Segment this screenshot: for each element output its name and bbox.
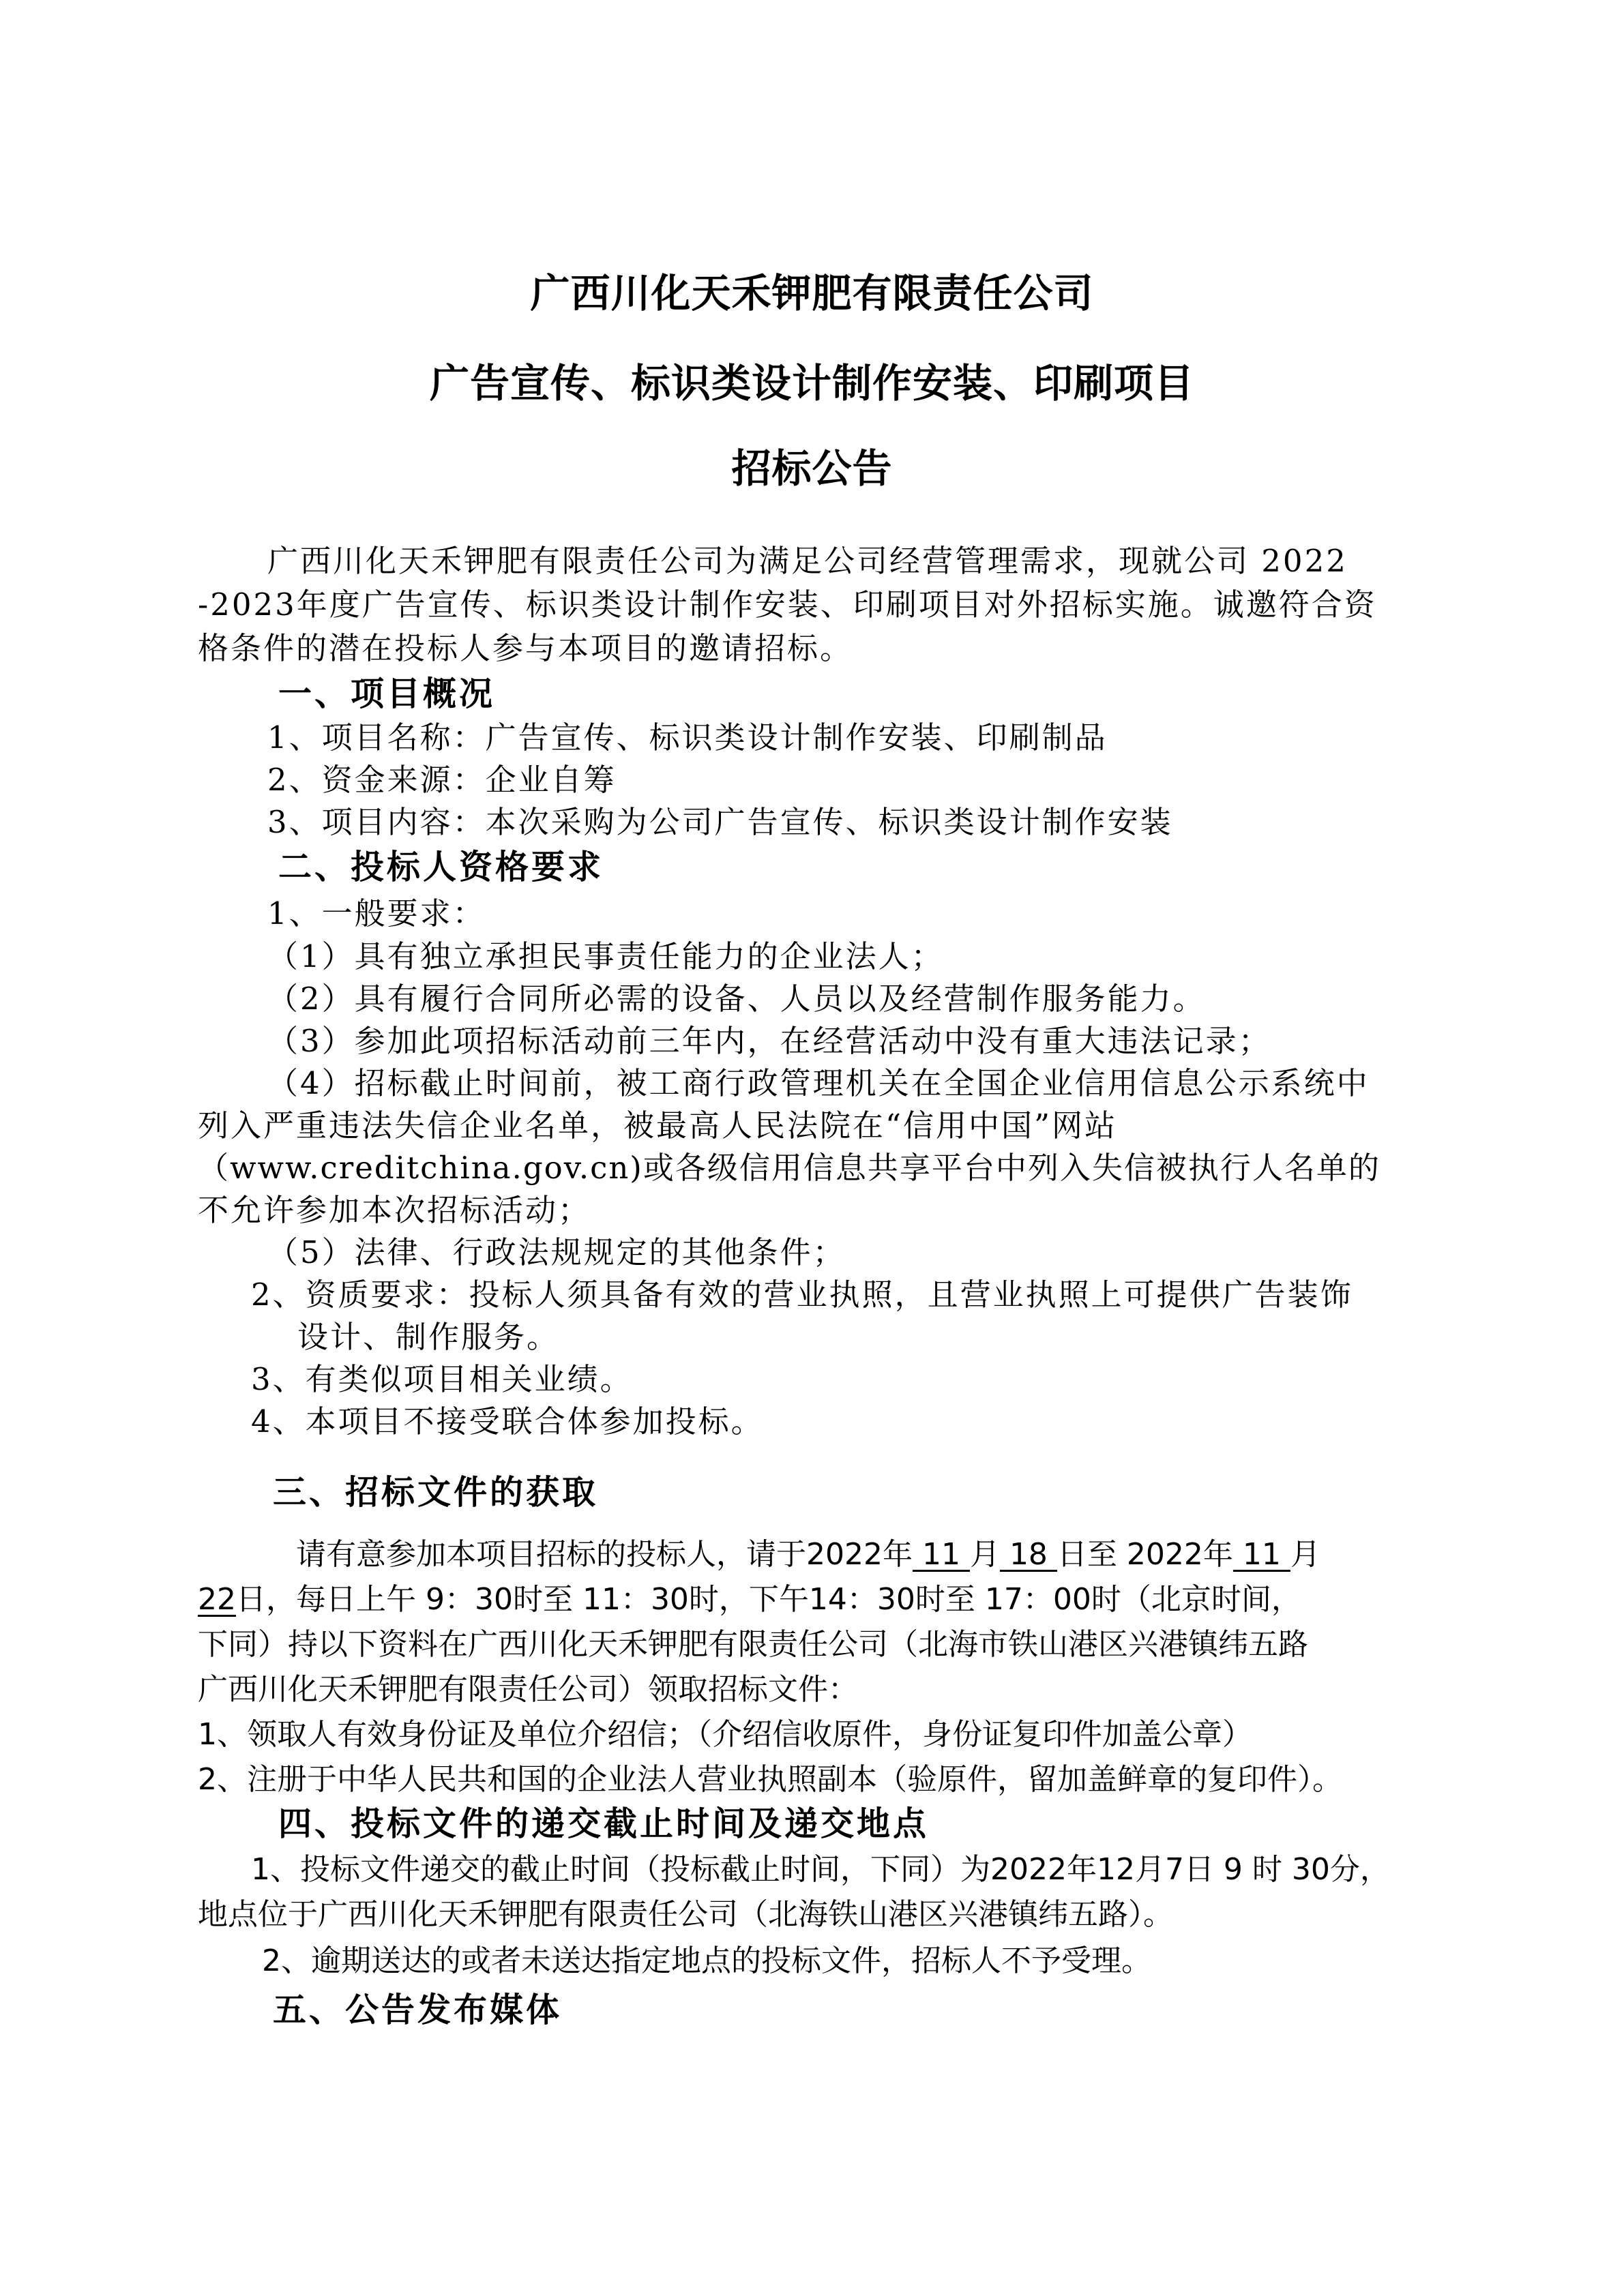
section-1-item-1: 1、项目名称：广告宣传、标识类设计制作安装、印刷制品 [267, 719, 1108, 756]
submission-line-2: 地点位于广西川化天禾钾肥有限责任公司（北海铁山港区兴港镇纬五路）。 [198, 1897, 1173, 1932]
requirement-1: （1）具有独立承担民事责任能力的企业法人； [267, 938, 944, 974]
requirement-2: （2）具有履行合同所必需的设备、人员以及经营制作服务能力。 [267, 981, 1206, 1017]
submission-line-1: 1、投标文件递交的截止时间（投标截止时间，下同）为2022年12月7日 9 时 30分， [251, 1852, 1390, 1887]
project-title: 广告宣传、标识类设计制作安装、印刷项目 [429, 360, 1194, 406]
doc-type-title: 招标公告 [731, 445, 893, 492]
requirement-5: （5）法律、行政法规规定的其他条件； [267, 1234, 846, 1270]
acquisition-line-2 [198, 1579, 1301, 1620]
requirement-4-line-4: 不允许参加本次招标活动； [198, 1192, 591, 1228]
month-label: 月 [969, 1537, 1000, 1572]
acquisition-line-3: 下同）持以下资料在广西川化天禾钾肥有限责任公司（北海市铁山港区兴港镇纬五路 [198, 1627, 1308, 1662]
intro-line-3: 格条件的潜在投标人参与本项目的邀请招标。 [198, 630, 853, 666]
intro-line-2: -2023年度广告宣传、标识类设计制作安装、印刷项目对外招标实施。诚邀符合资 [198, 586, 1377, 623]
qualification-line-1: 2、资质要求：投标人须具备有效的营业执照，且营业执照上可提供广告装饰 [251, 1277, 1353, 1313]
acquisition-line-6: 2、注册于中华人民共和国的企业法人营业执照副本（验原件，留加盖鲜章的复印件）。 [198, 1762, 1342, 1797]
start-month: 11 [912, 1537, 970, 1572]
section-3-heading: 三、招标文件的获取 [273, 1473, 599, 1512]
end-day: 22 [198, 1582, 236, 1617]
general-requirements: 1、一般要求： [267, 895, 486, 931]
qualification-line-2: 设计、制作服务。 [297, 1319, 560, 1355]
requirement-4-line-3: （www.creditchina.gov.cn)或各级信用信息共享平台中列入失信被执行人名单的 [198, 1150, 1381, 1186]
month-label-2: 月 [1290, 1537, 1320, 1572]
section-1-item-2: 2、资金来源：企业自筹 [267, 762, 617, 798]
acquisition-line-2-text: 日，每日上午 9：30时至 11：30时，下午14：30时至 17：00时（北京时间， [236, 1582, 1301, 1617]
section-4-heading: 四、投标文件的递交截止时间及递交地点 [278, 1804, 930, 1843]
acquisition-line-4: 广西川化天禾钾肥有限责任公司）领取招标文件： [198, 1672, 858, 1707]
section-2-item-4: 4、本项目不接受联合体参加投标。 [251, 1403, 764, 1440]
section-1-item-3: 3、项目内容：本次采购为公司广告宣传、标识类设计制作安装 [267, 804, 1173, 840]
intro-line-1: 广西川化天禾钾肥有限责任公司为满足公司经营管理需求，现就公司 2022 [267, 543, 1348, 579]
acquisition-line-1-text-a: 请有意参加本项目招标的投标人，请于2022年 [296, 1537, 913, 1572]
acquisition-line-1-text-c: 日至 2022年 [1057, 1537, 1233, 1572]
section-5-heading: 五、公告发布媒体 [273, 1991, 563, 2029]
acquisition-line-5: 1、领取人有效身份证及单位介绍信；（介绍信收原件，身份证复印件加盖公章） [198, 1717, 1252, 1752]
end-month: 11 [1232, 1537, 1290, 1572]
requirement-4-line-2: 列入严重违法失信企业名单，被最高人民法院在“信用中国”网站 [198, 1107, 1118, 1144]
requirement-3: （3）参加此项招标活动前三年内，在经营活动中没有重大违法记录； [267, 1023, 1271, 1059]
section-2-heading: 二、投标人资格要求 [278, 848, 604, 886]
start-day: 18 [999, 1537, 1057, 1572]
section-2-item-3: 3、有类似项目相关业绩。 [251, 1361, 633, 1397]
section-1-heading: 一、项目概况 [278, 674, 496, 713]
submission-line-3: 2、逾期送达的或者未送达指定地点的投标文件，招标人不予受理。 [262, 1943, 1151, 1978]
company-title: 广西川化天禾钾肥有限责任公司 [530, 270, 1094, 316]
requirement-4-line-1: （4）招标截止时间前，被工商行政管理机关在全国企业信用信息公示系统中 [267, 1065, 1370, 1101]
acquisition-line-1 [296, 1534, 1320, 1575]
